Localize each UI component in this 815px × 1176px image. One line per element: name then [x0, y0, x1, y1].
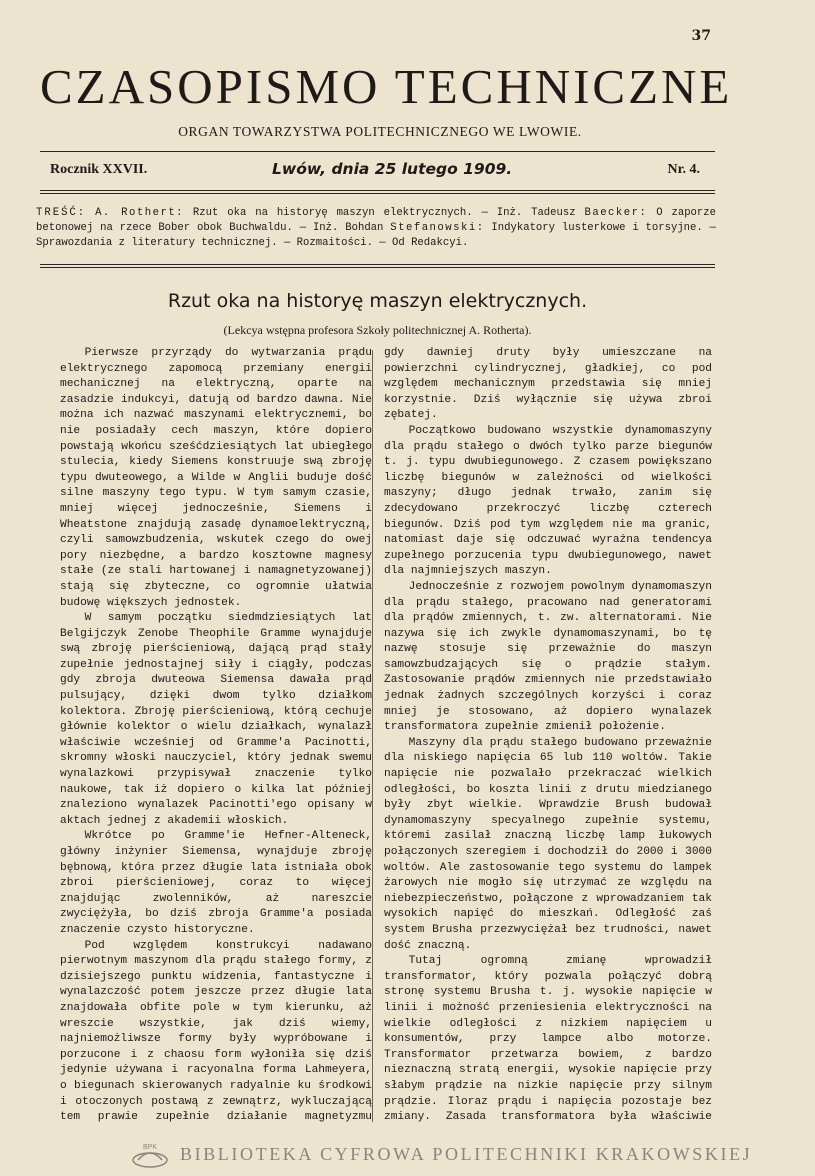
paragraph: Maszyny dla prądu stałego budowano przeważnie dla niskiego napięcia 65 lub 110 woltów. Takie napięcie nie pozwalało przekraczać wielkich odległości, bo koszta linii z drutu miedzianego były zbyt wielkie. Wprawdzie Brush budował dynamomaszyny specyalnego zupełnie systemu, któremi zasilał znaczną liczbę lamp łukowych połączonych szeregiem i dochodził do 2000 i 3000 woltów. Ale zastosowanie tego systemu do lampek żarowych nie mogło się utrzymać ze względu na niebezpieczeństwo, połączone z wprowadzaniem tak wysokich napięć do mieszkań. Odległość zaś system Brusha przezwyciężał bez trudności, nawet dość znaczną. [384, 736, 712, 952]
volume: Rocznik XXVII. [50, 162, 148, 177]
paragraph: Pod względem konstrukcyi nadawano pierwotnym maszynom dla prądu stałego formy, z dzisiejszego punktu widzenia, fantastyczne i wynalazczość potem jeszcze przez długie lata znajdowała obfite pole w tym kierunku, aż wreszcie wszystkie, jak dziś wiemy, najniemożliwsze formy były wypróbowane i porzucone i z chaosu form wyłoniła się dziś jedynie używana i racyonalna forma Lahmeyera, o biegunach skierowanych radyalnie ku środkowi i otoczonych postawą z zewnątrz, wykluczającą tem prawie zupełnie działanie magnetyzmu [60, 939, 372, 1124]
article-title: Rzut oka na historyę maszyn elektrycznych. [167, 290, 588, 312]
paragraph: Tutaj ogromną zmianę wprowadził transformator, który pozwala połączyć dobrą stronę systemu Brusha t. j. wysokie napięcie w linii i możność przeniesienia elektryczności na wielkie odległości z nizkiem napięciem u konsumentów, przy lampce albo motorze. Transformator przetwarza bowiem, z bardzo nieznaczną stratą energii, wysokie napięcie przy słabym prądzie na nizkie napięcie przy silnym prądzie. Iloraz prądu i napięcia pozostaje bez zmiany. Zasada transformatora była właściwie [384, 955, 712, 1124]
contents-rule [40, 264, 715, 268]
paragraph: gdy dawniej druty były umieszczane na powierzchni cylindrycznej, gładkiej, co pod względem mechanicznym przedstawia się mniej korzystnie. Dziś wyłącznie się używa zbroi zębatej. [384, 347, 712, 422]
contents-author: A. Rothert: [95, 207, 185, 219]
page-number: 37 [691, 28, 711, 44]
column-divider [372, 350, 373, 1122]
place-date: Lwów, dnia 25 lutego 1909. [272, 160, 513, 178]
paragraph: Wkrótce po Gramme'ie Hefner-Alteneck, główny inżynier Siemensa, wynajduje zbroję bębnową, która przez długie lata istniała obok zbroi pierścieniowej, coraz to więcej znajdując zwolenników, aż nareszcie zwyciężyła, bo dziś zbroja Gramme'a posiada znaczenie czysto historyczne. [60, 830, 372, 936]
contents-author: Stefanowski: [390, 222, 485, 234]
journal-title: CZASOPISMO TECHNICZNE [40, 59, 733, 114]
contents-item: O zaporze betonowej na rzece Bober obok Buchwaldu. — Inż. Bohdan [36, 207, 716, 234]
issue-row [50, 160, 700, 182]
svg-text:BPK: BPK [142, 1144, 158, 1151]
header-rule-top [40, 151, 715, 152]
text-column-right [384, 346, 712, 1126]
paragraph: Jednocześnie z rozwojem powolnym dynamomaszyn dla prądu stałego, pracowano nad generatorami dla prądów zmiennych, t. zw. alternatorami. Nie nazywa się ich zwykle dynamomaszynami, bo tę nazwę stosuje się przeważnie do maszyn samowzbudzających się o prądzie stałym. Zastosowanie prądów zmiennych nie przedstawiało jednak żadnych szczególnych korzyści i coraz mniej je stosowano, aż dopiero wynalazek transformatora zupełnie zmienił położenie. [384, 580, 712, 734]
header-rule-double [40, 190, 715, 194]
library-watermark [130, 1140, 753, 1170]
library-logo-icon [130, 1140, 170, 1170]
paragraph: Pierwsze przyrządy do wytwarzania prądu elektrycznego zapomocą przemiany energii mechanicznej na elektryczną, oparte na zasadzie indukcyi, datują od bardzo dawna. Nie można ich nazwać maszynami elektrycznemi, bo nie posiadały cech maszyn, które dopiero powstają wkońcu sześćdziesiątych lat ubiegłego stulecia, kiedy Siemens konstruuje swą zbroję typu dwuteowego, a Wilde w Anglii buduje dość silne maszyny tego typu. W tym samym czasie, mniej więcej jednocześnie, Siemens i Wheatstone znajdują zasadę dynamoelektryczną, czyli samowzbudzenia, wskutek czego do owej pory niezbędne, a bardzo kosztowne magnesy stałe (ze stali hartowanej i namagnetyzowanej) stają się zbyteczne, co ogromnie ułatwia budowę większych jednostek. [60, 347, 372, 609]
issue-number: Nr. 4. [667, 162, 700, 177]
paragraph: Początkowo budowano wszystkie dynamomaszyny dla prądu stałego o dwóch tylko parze biegunów t. j. typu dwubiegunowego. Z czasem powiększano liczbę biegunów w zależności od wielkości maszyny; długo jednak trwało, zanim się zdecydowano przekroczyć liczbę czterech biegunów. Dziś pod tym względem nie ma granic, natomiast daje się odczuwać wyraźna tendencya zupełnego porzucenia typu dwubiegunowego, nawet dla najmniejszych maszyn. [384, 424, 712, 578]
contents-author: Baecker: [584, 207, 648, 219]
contents-item: Rzut oka na historyę maszyn elektrycznych. — Inż. Tadeusz [184, 207, 585, 219]
library-name: BIBLIOTEKA CYFROWA POLITECHNIKI KRAKOWSKIEJ [180, 1144, 753, 1164]
contents-item: Indykatory lusterkowe i torsyjne. — Sprawozdania z literatury technicznej. — Rozmaitości. — Od Redakcyi. [36, 222, 716, 249]
paragraph: W samym początku siedmdziesiątych lat Belgijczyk Zenobe Theophile Gramme wynajduje swą zbroję pierścieniową, dającą prąd stały zupełnie jednostajnej siły i ciągły, podczas gdy zbroja dwuteowa Siemensa dawała prąd pulsujący, dzięki dwom tylko działkom kolektora. Zbroję pierścieniową, którą cechuje głównie kolektor o wielu działkach, wynalazł właściwie wcześniej od Gramme'a Pacinotti, skromny włoski nauczyciel, który jednak swemu wynalazkowi przypisywał znaczenie tylko naukowe, tak iż dopiero o kilka lat później znaleziono wynalazek Pacinotti'ego opisany w aktach jednej z akademii włoskich. [60, 612, 372, 827]
journal-organ: ORGAN TOWARZYSTWA POLITECHNICZNEGO WE LWOWIE. [178, 124, 582, 139]
article-subtitle: (Lekcya wstępna profesora Szkoły politechnicznej A. Rotherta). [223, 323, 532, 337]
table-of-contents [36, 206, 716, 251]
text-column-left [60, 346, 372, 1126]
contents-label: TREŚĆ: [36, 207, 87, 219]
